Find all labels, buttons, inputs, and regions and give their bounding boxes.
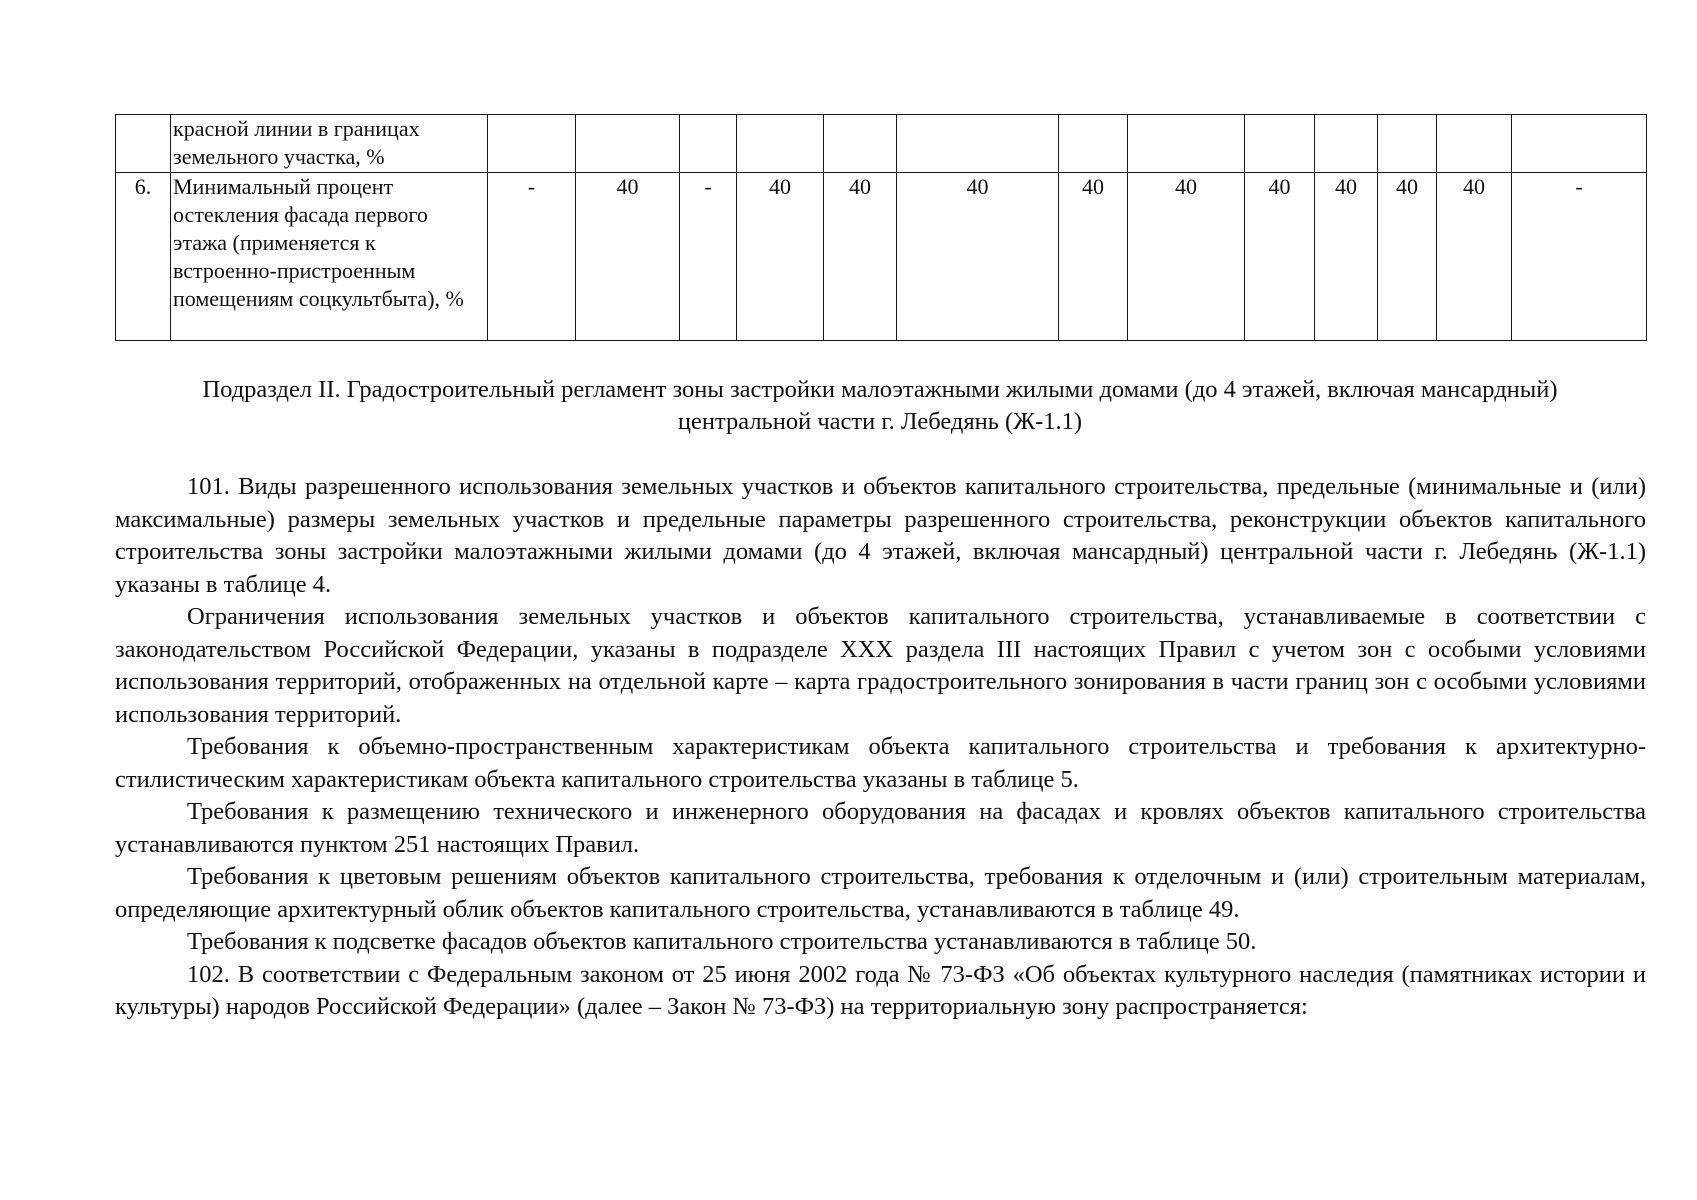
paragraph-102: 102. В соответствии с Федеральным законом от 25 июня 2002 года № 73-ФЗ «Об объектах культурного наследия (памятниках истории и культуры) народов Российской Федерации» (далее – Закон № 73-ФЗ) на территориальную зону распространяется: [115, 960, 1646, 1020]
value-cell: 40 [1245, 173, 1315, 341]
paragraph-equipment-requirements: Требования к размещению технического и инженерного оборудования на фасадах и кровлях объектов капитального строительства устанавливаются пунктом 251 настоящих Правил. [115, 798, 1646, 858]
value-cell [488, 115, 576, 173]
subsection-title: Подраздел II. Градостроительный регламент зоны застройки малоэтажными жилыми домами (до 4 этажей, включая мансардный) центральной части г. Лебедянь (Ж-1.1) [202, 376, 1558, 435]
value-cell: 40 [1378, 173, 1437, 341]
paragraph-101: 101. Виды разрешенного использования земельных участков и объектов капитального строительства, предельные (минимальные и (или) максимальные) размеры земельных участков и предельные параметры разрешенного строительства, реконструкции объектов капитального строительства зоны застройки малоэтажными жилыми домами (до 4 этажей, включая мансардный) центральной части г. Лебедянь (Ж-1.1) указаны в таблице 4. [115, 473, 1646, 598]
value-cell: 40 [824, 173, 897, 341]
value-cell: - [1512, 173, 1647, 341]
value-cell: 40 [737, 173, 824, 341]
table-row [116, 115, 1647, 173]
value-cell [1128, 115, 1245, 173]
value-cell [1437, 115, 1512, 173]
value-cell: - [488, 173, 576, 341]
value-cell: 40 [576, 173, 680, 341]
paragraph-lighting-requirements: Требования к подсветке фасадов объектов капитального строительства устанавливаются в таблице 50. [187, 928, 1257, 955]
value-cell [1245, 115, 1315, 173]
value-cell: 40 [1128, 173, 1245, 341]
row-number-cell [116, 115, 171, 173]
row-number-cell: 6. [116, 173, 171, 341]
value-cell [824, 115, 897, 173]
value-cell [737, 115, 824, 173]
table-row [116, 173, 1647, 341]
paragraph-restrictions: Ограничения использования земельных участков и объектов капитального строительства, устанавливаемые в соответствии с законодательством Российской Федерации, указаны в подразделе XXX раздела III настоящих Правил с учетом зон с особыми условиями использования территорий, отображенных на отдельной карте – карта градостроительного зонирования в части границ зон с особыми условиями использования территорий. [115, 603, 1646, 728]
value-cell [1315, 115, 1378, 173]
body-text [115, 471, 1646, 1024]
parameter-name-cell: Минимальный процент остекления фасада первого этажа (применяется к встроенно-пристроенным помещениям соцкультбыта), % [171, 173, 488, 341]
value-cell: 40 [1437, 173, 1512, 341]
paragraph-volume-requirements: Требования к объемно-пространственным характеристикам объекта капитального строительства и требования к архитектурно-стилистическим характеристикам объекта капитального строительства указаны в таблице 5. [115, 733, 1646, 793]
value-cell [897, 115, 1059, 173]
value-cell [1512, 115, 1647, 173]
value-cell: 40 [1315, 173, 1378, 341]
value-cell: - [680, 173, 737, 341]
value-cell [680, 115, 737, 173]
value-cell [1378, 115, 1437, 173]
value-cell: 40 [897, 173, 1059, 341]
regulation-table [115, 114, 1647, 341]
paragraph-color-requirements: Требования к цветовым решениям объектов капитального строительства, требования к отделочным и (или) строительным материалам, определяющие архитектурный облик объектов капитального строительства, устанавливаются в таблице 49. [115, 863, 1646, 923]
value-cell: 40 [1059, 173, 1128, 341]
value-cell [1059, 115, 1128, 173]
parameter-name-cell: красной линии в границах земельного участка, % [171, 115, 488, 173]
value-cell [576, 115, 680, 173]
